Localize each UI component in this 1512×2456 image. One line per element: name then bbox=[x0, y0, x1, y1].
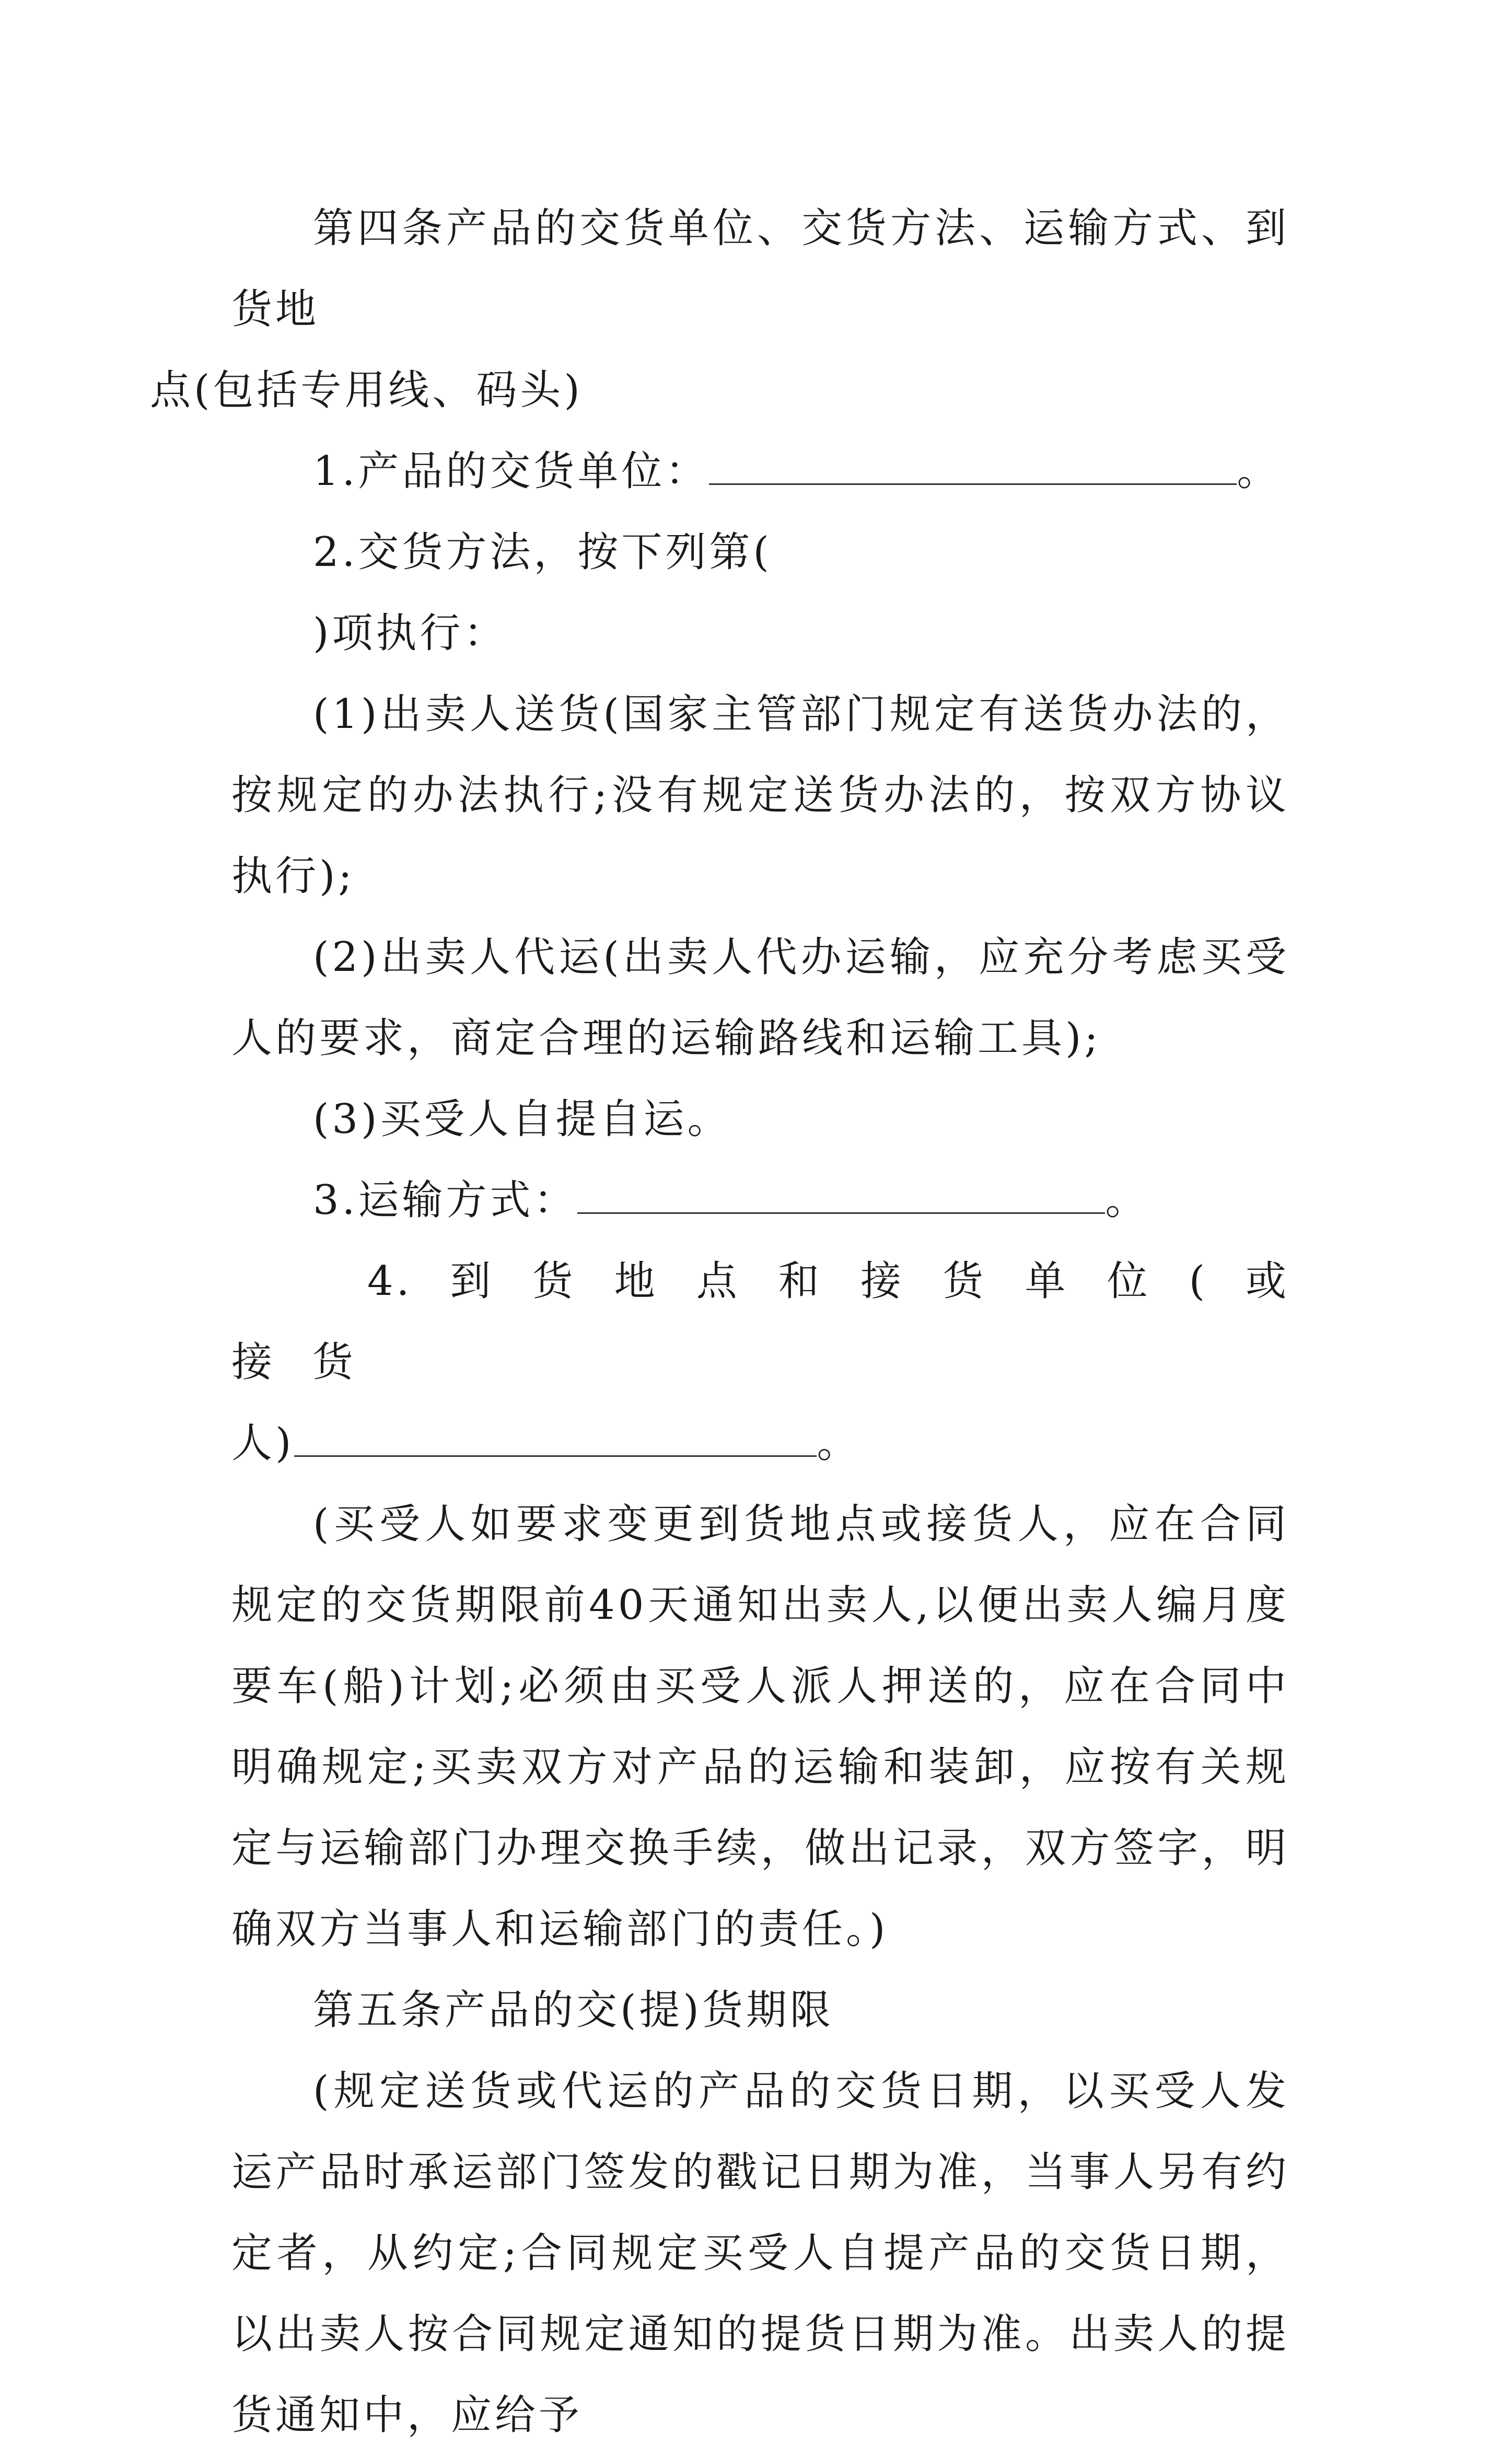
article5-body: (规定送货或代运的产品的交货日期，以买受人发运产品时承运部门签发的戳记日期为准，当事人另有约定者，从约定;合同规定买受人自提产品的交货日期，以出卖人按合同规定通知的提货日期为准。出卖人的提货通知中，应给予 bbox=[231, 2068, 1289, 2439]
item3-label: 3.运输方式： bbox=[313, 1177, 578, 1224]
item4-label: 人) bbox=[231, 1420, 295, 1467]
item4-line1: 4. 到 货 地 点 和 接 货 单 位 ( 或 接 货 bbox=[231, 1258, 1289, 1386]
item2-line1: 2.交货方法，按下列第( bbox=[313, 529, 772, 576]
article4-heading-line2: 点(包括专用线、码头) bbox=[150, 367, 583, 414]
item1-label: 1.产品的交货单位： bbox=[313, 448, 710, 495]
document-body bbox=[150, 188, 1289, 2456]
item1 bbox=[231, 431, 1289, 512]
option2: (2)出卖人代运(出卖人代办运输，应充分考虑买受人的要求，商定合理的运输路线和运输工具); bbox=[231, 934, 1289, 1062]
article4-note: (买受人如要求变更到货地点或接货人，应在合同规定的交货期限前40天通知出卖人,以便出卖人编月度要车(船)计划;必须由买受人派人押送的，应在合同中明确规定;买卖双方对产品的运输和装卸，应按有关规定与运输部门办理交换手续，做出记录，双方签字，明确双方当事人和运输部门的责任。) bbox=[231, 1501, 1289, 1953]
article4-heading-line1: 第四条产品的交货单位、交货方法、运输方式、到货地 bbox=[231, 205, 1289, 333]
option3: (3)买受人自提自运。 bbox=[313, 1096, 731, 1143]
item4-blank-line bbox=[294, 1419, 817, 1457]
option1: (1)出卖人送货(国家主管部门规定有送货办法的，按规定的办法执行;没有规定送货办法的，按双方协议执行); bbox=[231, 691, 1289, 900]
item4-end: 。 bbox=[817, 1420, 861, 1467]
article5-heading: 第五条产品的交(提)货期限 bbox=[313, 1987, 834, 2034]
item4-line2 bbox=[231, 1403, 1289, 1484]
article4-heading bbox=[150, 188, 1289, 431]
item1-end: 。 bbox=[1237, 448, 1281, 495]
item1-blank-line bbox=[709, 447, 1237, 485]
item3 bbox=[231, 1160, 1289, 1241]
item3-end: 。 bbox=[1105, 1177, 1149, 1224]
item3-blank-line bbox=[577, 1176, 1105, 1214]
item2-line2: )项执行： bbox=[313, 610, 508, 657]
